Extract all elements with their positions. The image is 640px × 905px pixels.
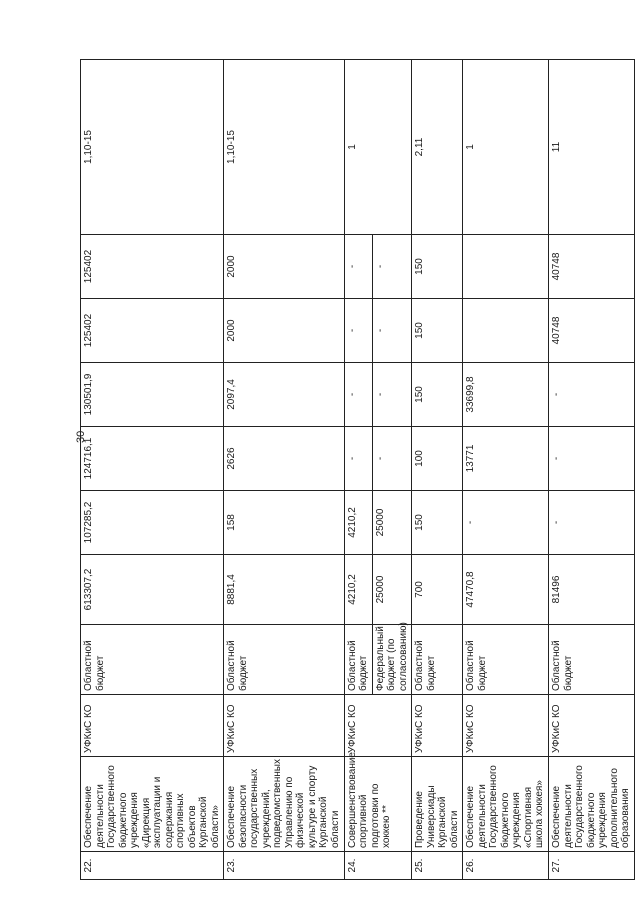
row-executor: УФКиС КО [412,695,463,757]
row-year-1: 107285,2 [81,491,224,555]
row-year-1: 150 [412,491,463,555]
row-year-5: - [344,235,372,299]
row-source: Областной бюджет [344,625,372,695]
row-year-5 [463,235,549,299]
row-total: 613307,2 [81,555,224,625]
row-target: 11 [549,60,635,235]
row-year-1: - [463,491,549,555]
table-row [412,60,463,880]
row-total: 81496 [549,555,635,625]
row-year-4 [463,299,549,363]
row-description: Обеспечение деятельности Государственного бюджетного учреждения «Дирекция эксплуатации и содержания спортивных объектов Курганской области» [81,757,224,852]
row-year-4: 40748 [549,299,635,363]
program-table [80,59,635,880]
row-year-4: 125402 [81,299,224,363]
row-year-1: 158 [224,491,344,555]
row-number: 26. [463,852,549,880]
row-total: 700 [412,555,463,625]
row-year-3: 150 [412,363,463,427]
row-year-3: - [549,363,635,427]
row-total: 8881,4 [224,555,344,625]
row-year-2: - [344,427,372,491]
row-source: Областной бюджет [224,625,344,695]
row-year-4: - [344,299,372,363]
rotated-table-wrapper [80,60,635,880]
row-target: 1,10-15 [224,60,344,235]
row-target: 1 [463,60,549,235]
row-number: 25. [412,852,463,880]
row-number: 23. [224,852,344,880]
row-year-4b: - [372,299,412,363]
row-executor: УФКиС КО [224,695,344,757]
table-row [463,60,549,880]
row-target: 1,10-15 [81,60,224,235]
row-year-5: 125402 [81,235,224,299]
row-year-5: 150 [412,235,463,299]
row-total: 4210,2 [344,555,372,625]
row-description: Обеспечение деятельности Государственного бюджетного учреждения дополнительного образования [549,757,635,852]
table-row [549,60,635,880]
row-year-4: 2000 [224,299,344,363]
row-year-5: 2000 [224,235,344,299]
row-source: Областной бюджет [463,625,549,695]
row-year-2: 124716,1 [81,427,224,491]
row-year-5b: - [372,235,412,299]
row-executor: УФКиС КО [463,695,549,757]
row-source-2: Федеральный бюджет (по согласованию) [372,625,412,695]
row-year-1: - [549,491,635,555]
table-row [81,60,224,880]
row-description: Проведение Универсиады Курганской области [412,757,463,852]
row-source: Областной бюджет [81,625,224,695]
row-executor: УФКиС КО [549,695,635,757]
row-description: Обеспечение деятельности Государственного бюджетного учреждения «Спортивная школа хоккея» [463,757,549,852]
row-target: 1 [344,60,412,235]
row-year-5: 40748 [549,235,635,299]
row-year-2: - [549,427,635,491]
row-year-3: 2097,4 [224,363,344,427]
row-year-1: 4210,2 [344,491,372,555]
row-number: 22. [81,852,224,880]
row-executor: УФКиС КО [81,695,224,757]
row-year-2: 13771 [463,427,549,491]
page-number: 30 [75,430,87,443]
row-year-2b: - [372,427,412,491]
table-row [344,60,372,880]
row-total: 47470,8 [463,555,549,625]
row-description: Совершенствование спортивной подготовки по хоккею ** [344,757,412,852]
row-year-4: 150 [412,299,463,363]
table-row [224,60,344,880]
row-description: Обеспечение безопасности государственных учреждений, подведомственных Управлению по физической культуре и спорту Курганской области [224,757,344,852]
row-year-2: 2626 [224,427,344,491]
row-executor: УФКиС КО [344,695,412,757]
row-target: 2,11 [412,60,463,235]
row-year-3: - [344,363,372,427]
row-year-2: 100 [412,427,463,491]
row-year-1b: 25000 [372,491,412,555]
row-number: 24. [344,852,412,880]
row-number: 27. [549,852,635,880]
row-source: Областной бюджет [412,625,463,695]
row-year-3: 33699,8 [463,363,549,427]
row-year-3b: - [372,363,412,427]
row-total-2: 25000 [372,555,412,625]
row-year-3: 130501,9 [81,363,224,427]
row-source: Областной бюджет [549,625,635,695]
